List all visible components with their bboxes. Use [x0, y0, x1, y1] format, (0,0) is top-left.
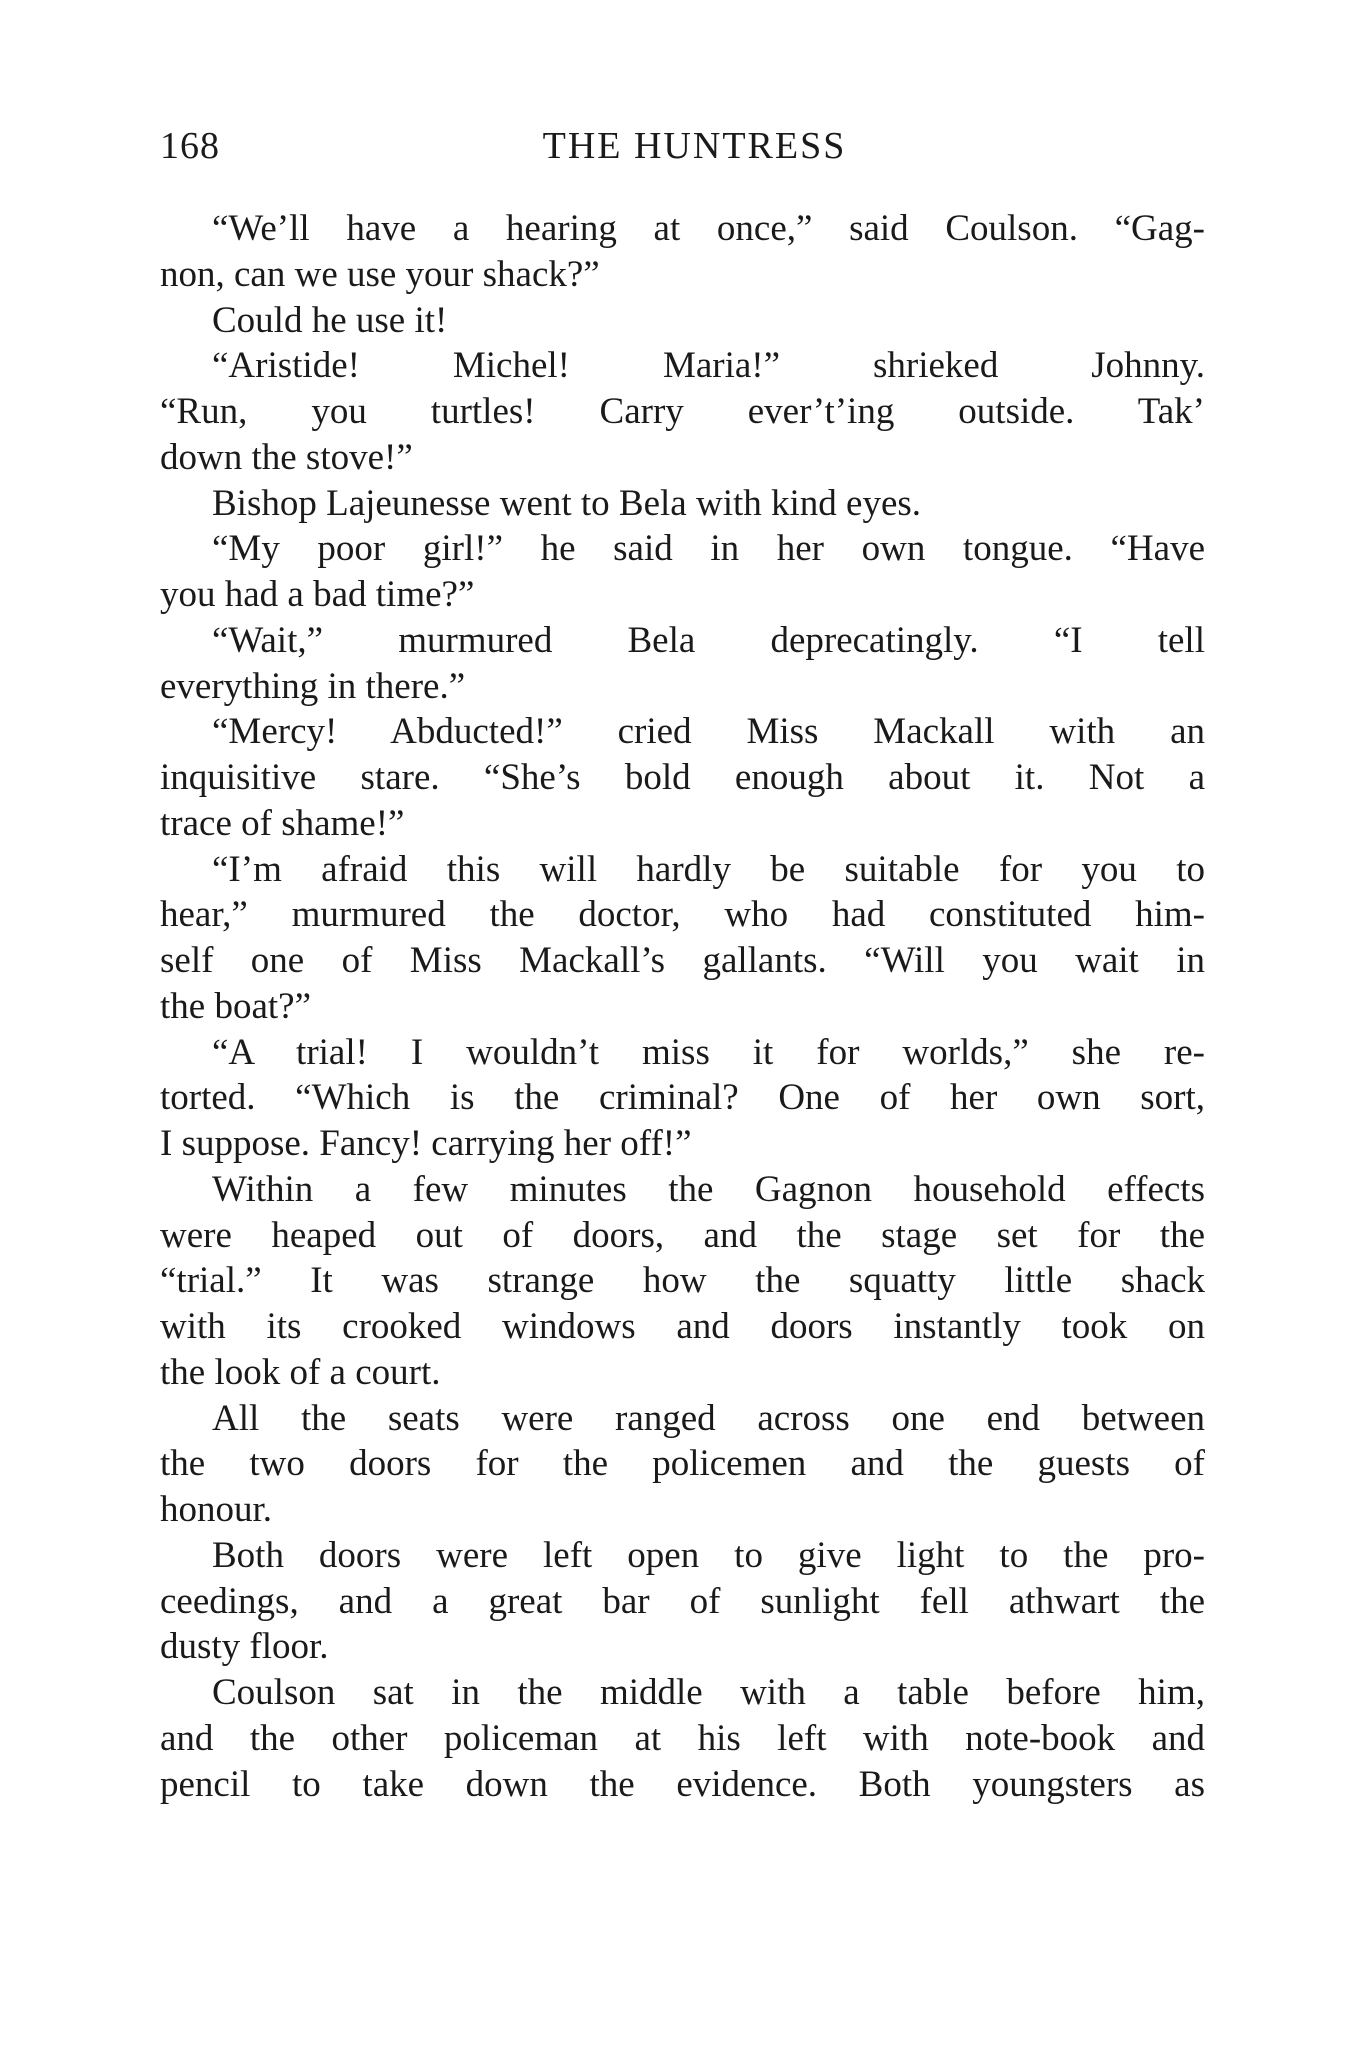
page-header [160, 118, 1205, 174]
text-line: Coulson sat in the middle with a table before him, [212, 1672, 1205, 1713]
text-line: down the stove!” [160, 436, 413, 478]
text-line: Bishop Lajeunesse went to Bela with kind eyes. [212, 482, 922, 524]
text-line: “trial.” It was strange how the squatty little shack [160, 1260, 1205, 1302]
text-line: “We’ll have a hearing at once,” said Coulson. “Gag- [212, 208, 1205, 249]
text-line: with its crooked windows and doors instantly took on [160, 1306, 1205, 1347]
text-line: “I’m afraid this will hardly be suitable for you to [212, 848, 1205, 890]
text-line: you had a bad time?” [160, 574, 475, 615]
text-line: “A trial! I wouldn’t miss it for worlds,” she re- [212, 1031, 1205, 1073]
text-line: and the other policeman at his left with note-book and [160, 1717, 1205, 1759]
text-line: “Mercy! Abducted!” cried Miss Mackall with an [212, 711, 1205, 753]
text-line: the two doors for the policemen and the guests of [160, 1443, 1205, 1485]
running-head: THE HUNTRESS [542, 125, 847, 167]
text-line: non, can we use your shack?” [160, 253, 600, 295]
text-line: ceedings, and a great bar of sunlight fell athwart the [160, 1580, 1205, 1622]
text-line: inquisitive stare. “She’s bold enough about it. Not a [160, 757, 1205, 798]
text-line: Both doors were left open to give light to the pro- [212, 1534, 1205, 1576]
text-line: “Run, you turtles! Carry ever’t’ing outside. Tak’ [160, 391, 1205, 432]
text-line: hear,” murmured the doctor, who had constituted him- [160, 894, 1205, 936]
text-line: “Aristide! Michel! Maria!” shrieked Johnny. [212, 345, 1205, 387]
text-line: Within a few minutes the Gagnon household effects [212, 1168, 1205, 1210]
text-line: the look of a court. [160, 1351, 441, 1393]
text-line: self one of Miss Mackall’s gallants. “Will you wait in [160, 940, 1205, 981]
page-number: 168 [160, 125, 220, 167]
text-line: All the seats were ranged across one end between [212, 1397, 1205, 1439]
text-line: dusty floor. [160, 1626, 329, 1668]
body-text [160, 206, 1205, 1807]
text-line: the boat?” [160, 985, 311, 1027]
text-line: Could he use it! [212, 299, 448, 341]
text-line: I suppose. Fancy! carrying her off!” [160, 1123, 692, 1164]
text-line: “Wait,” murmured Bela deprecatingly. “I tell [212, 619, 1205, 661]
text-line: were heaped out of doors, and the stage set for the [160, 1214, 1205, 1256]
text-line: torted. “Which is the criminal? One of her own sort, [160, 1077, 1205, 1119]
text-line: trace of shame!” [160, 802, 405, 844]
text-line: honour. [160, 1489, 273, 1530]
text-line: everything in there.” [160, 665, 466, 707]
text-line: pencil to take down the evidence. Both youngsters as [160, 1763, 1205, 1805]
text-line: “My poor girl!” he said in her own tongue. “Have [212, 528, 1205, 570]
